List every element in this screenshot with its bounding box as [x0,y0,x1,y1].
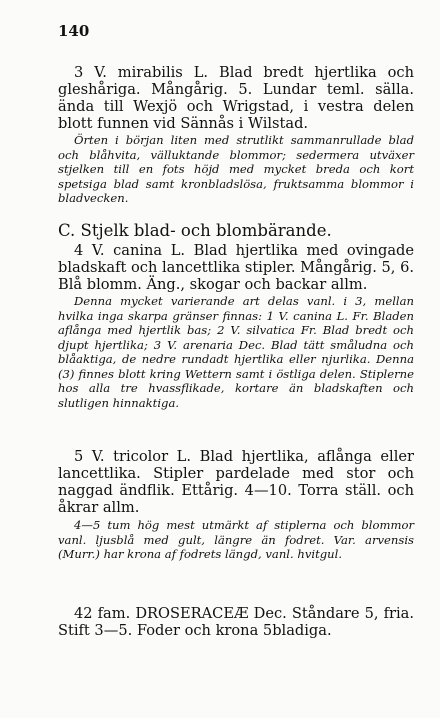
italic-note: Örten i början liten med strutlikt sammanrullade blad och blåhvita, välluktande blommor; sedermera utväxer stjelken till en fots höjd med mycket breda och kort spetsiga blad samt kronbladslösa, fruktsamma blommor i bladvecken. [58,133,414,205]
entry-viola-mirabilis [58,64,414,132]
body-paragraph: 42 fam. DROSERACEÆ Dec. Ståndare 5, fria. Stift 3—5. Foder och krona 5bladiga. [58,605,414,639]
note-viola-canina [58,294,414,410]
page-number: 140 [58,22,90,40]
section-heading [58,221,414,240]
body-paragraph: 3 V. mirabilis L. Blad bredt hjertlika och gleshåriga. Mångårig. 5. Lundar teml. sälla. ända till Wexjö och Wrigstad, i vestra delen blott funnen vid Sännås i Wilstad. [58,64,414,132]
italic-note: Denna mycket varierande art delas vanl. i 3, mellan hvilka inga skarpa gränser finnas: 1 V. canina L. Fr. Bladen aflånga med hjertlik bas; 2 V. silvatica Fr. Blad bredt och djupt hjertlika; 3 V. arenaria Dec. Blad tätt småludna och blåaktiga, de nedre rundadt hjertlika eller njurlika. Denna (3) finnes blott kring Wettern samt i östliga delen. Stiplerne hos alla tre hvassflikade, kortare än bladskaften och slutligen hinnaktiga. [58,294,414,410]
section-heading-text: C. Stjelk blad- och blombärande. [58,221,332,240]
body-paragraph: 4 V. canina L. Blad hjertlika med ovingade bladskaft och lancettlika stipler. Mångårig. 5, 6. Blå blomm. Äng., skogar och backar allm. [58,242,414,293]
italic-note: 4—5 tum hög mest utmärkt af stiplerna och blommor vanl. ljusblå med gult, längre än fodret. Var. arvensis (Murr.) har krona af fodrets längd, vanl. hvitgul. [58,518,414,561]
note-viola-tricolor [58,518,414,562]
entry-viola-canina [58,242,414,293]
note-viola-mirabilis [58,133,414,206]
entry-viola-tricolor [58,448,414,516]
family-droseraceae [58,605,414,639]
body-paragraph: 5 V. tricolor L. Blad hjertlika, aflånga eller lancettlika. Stipler pardelade med stor och naggad ändflik. Ettårig. 4—10. Torra ställ. och åkrar allm. [58,448,414,516]
